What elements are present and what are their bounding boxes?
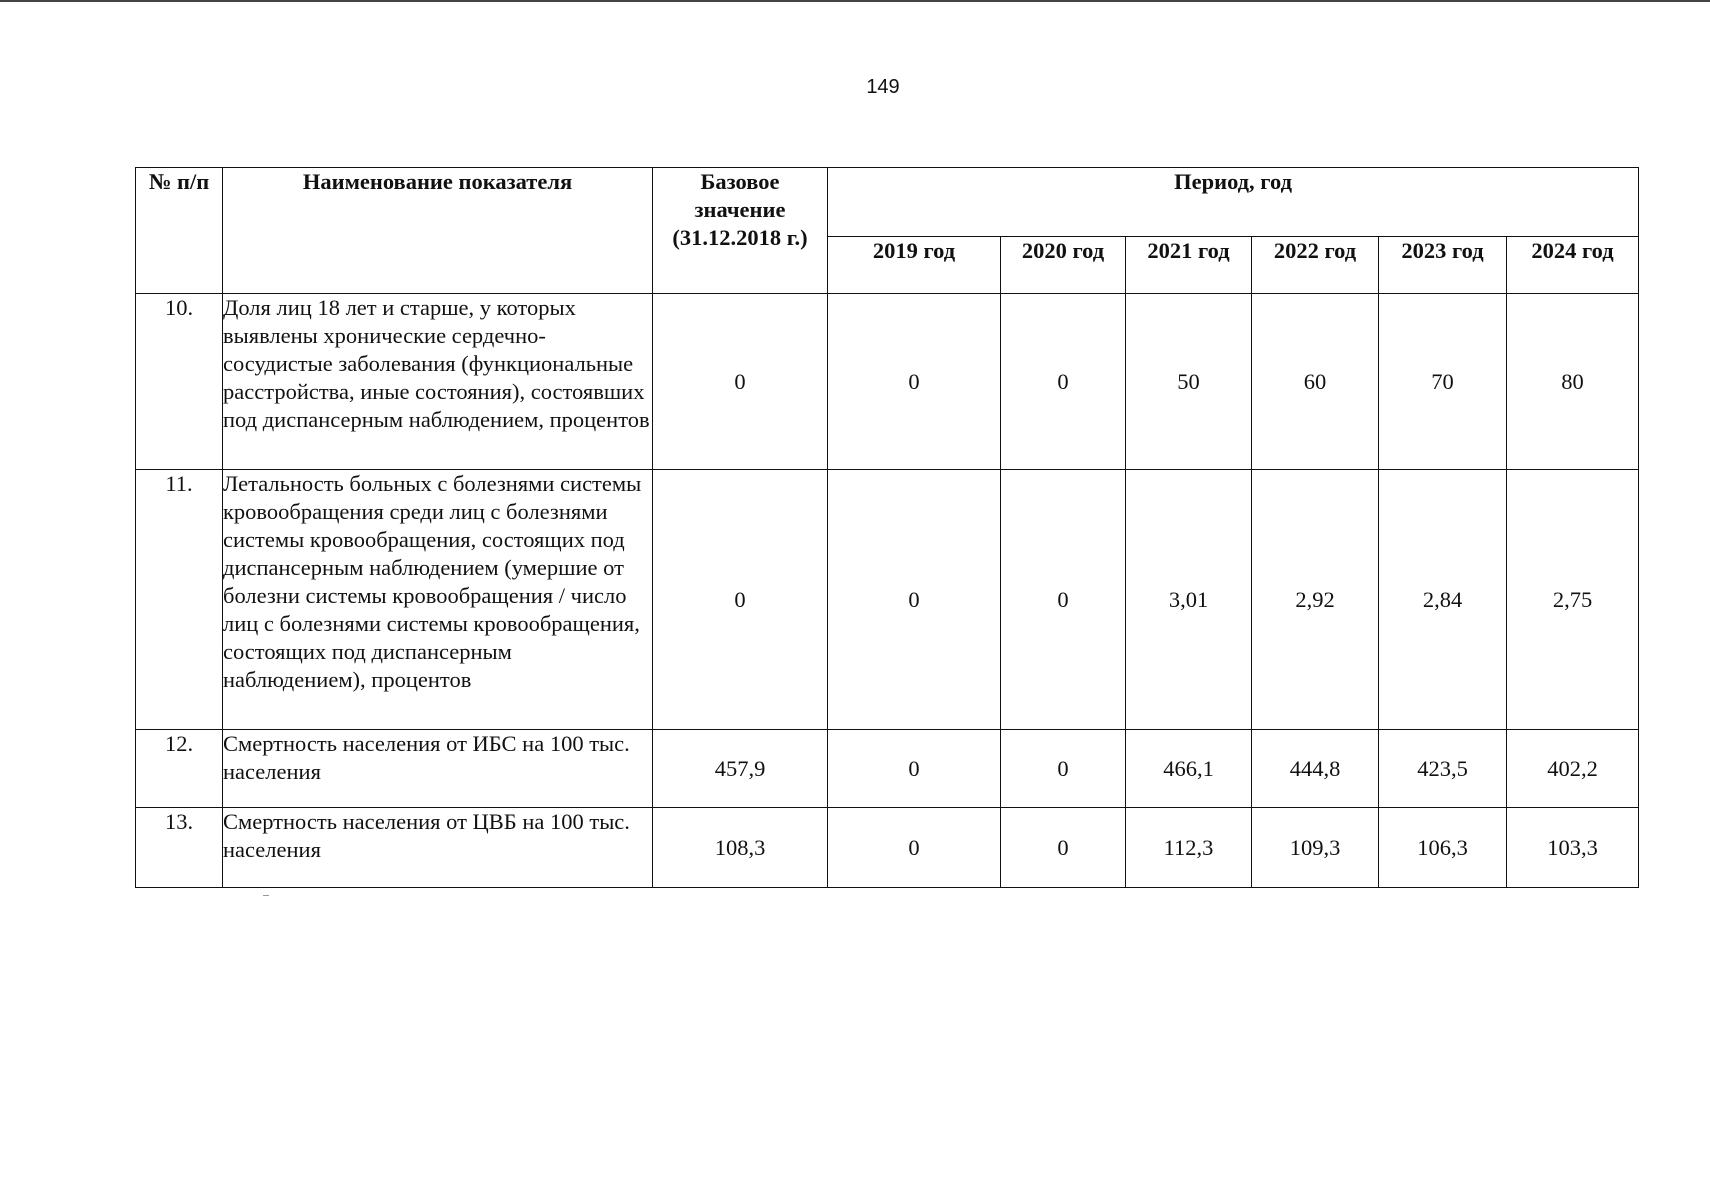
value-2019: 0	[828, 294, 1001, 470]
header-year-2022: 2022 год	[1252, 237, 1379, 294]
base-value: 0	[653, 294, 828, 470]
value-2023: 423,5	[1379, 730, 1507, 808]
header-period: Период, год	[828, 168, 1639, 237]
base-value: 0	[653, 470, 828, 730]
value-2023: 2,84	[1379, 470, 1507, 730]
value-2021: 3,01	[1126, 470, 1252, 730]
value-2022: 109,3	[1252, 808, 1379, 888]
header-year-2024: 2024 год	[1507, 237, 1639, 294]
top-border-line	[0, 0, 1710, 2]
header-year-2021: 2021 год	[1126, 237, 1252, 294]
row-number: 13.	[136, 808, 223, 888]
value-2020: 0	[1001, 808, 1126, 888]
indicator-name: Доля лиц 18 лет и старше, у которых выявлены хронические сердечно-сосудистые заболевания (функциональные расстройства, иные состояния), состоявших под диспансерным наблюдением, процентов	[223, 294, 653, 470]
value-2020: 0	[1001, 470, 1126, 730]
value-2021: 50	[1126, 294, 1252, 470]
page-number: 149	[866, 76, 900, 98]
header-year-2023: 2023 год	[1379, 237, 1507, 294]
value-2019: 0	[828, 808, 1001, 888]
header-name: Наименование показателя	[223, 168, 653, 294]
indicator-name: Смертность населения от ЦВБ на 100 тыс. населения	[223, 808, 653, 888]
value-2022: 444,8	[1252, 730, 1379, 808]
row-number: 10.	[136, 294, 223, 470]
value-2019: 0	[828, 730, 1001, 808]
table-row	[136, 294, 1639, 470]
header-base: Базовое значение (31.12.2018 г.)	[653, 168, 828, 294]
value-2020: 0	[1001, 730, 1126, 808]
table-row	[136, 808, 1639, 888]
value-2020: 0	[1001, 294, 1126, 470]
base-value: 108,3	[653, 808, 828, 888]
table-row	[136, 730, 1639, 808]
header-year-2019: 2019 год	[828, 237, 1001, 294]
table-row	[136, 470, 1639, 730]
value-2024: 2,75	[1507, 470, 1639, 730]
indicators-table	[135, 167, 1639, 888]
row-number: 12.	[136, 730, 223, 808]
value-2023: 70	[1379, 294, 1507, 470]
value-2024: 80	[1507, 294, 1639, 470]
value-2021: 466,1	[1126, 730, 1252, 808]
scan-speck	[263, 895, 269, 896]
value-2019: 0	[828, 470, 1001, 730]
value-2023: 106,3	[1379, 808, 1507, 888]
value-2024: 402,2	[1507, 730, 1639, 808]
value-2021: 112,3	[1126, 808, 1252, 888]
header-year-2020: 2020 год	[1001, 237, 1126, 294]
header-num: № п/п	[136, 168, 223, 294]
indicator-name: Летальность больных с болезнями системы кровообращения среди лиц с болезнями системы кровообращения, состоящих под диспансерным наблюдением (умершие от болезни системы кровообращения / число лиц с болезнями системы кровообращения, состоящих под диспансерным наблюдением), процентов	[223, 470, 653, 730]
base-value: 457,9	[653, 730, 828, 808]
indicator-name: Смертность населения от ИБС на 100 тыс. населения	[223, 730, 653, 808]
value-2022: 60	[1252, 294, 1379, 470]
value-2024: 103,3	[1507, 808, 1639, 888]
row-number: 11.	[136, 470, 223, 730]
value-2022: 2,92	[1252, 470, 1379, 730]
